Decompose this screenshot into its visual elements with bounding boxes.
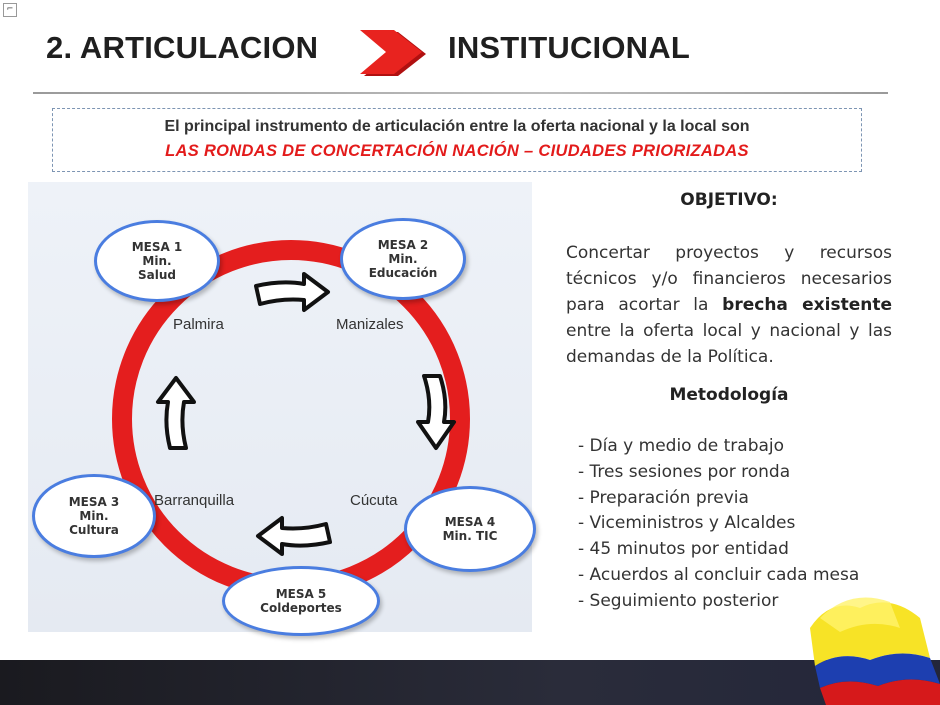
curved-arrow-icon: [252, 270, 332, 314]
rondas-cycle-diagram: [28, 182, 532, 632]
city-label-manizales: Manizales: [336, 316, 404, 333]
mesa-label: Salud: [138, 268, 176, 282]
mesa-label: Educación: [368, 266, 438, 280]
mesa-1-salud: [94, 220, 220, 302]
mesa-label: Min.: [79, 509, 109, 523]
objetivo-text: entre la oferta local y nacional y las demandas de la Política.: [566, 321, 892, 367]
city-label-barranquilla: Barranquilla: [154, 492, 235, 509]
page-title-right: INSTITUCIONAL: [448, 30, 690, 65]
intro-text: El principal instrumento de articulación entre la oferta nacional y la local son: [164, 118, 750, 135]
city-label-cucuta: Cúcuta: [350, 492, 398, 509]
colombia-flag-brushstroke: [780, 588, 940, 705]
mesa-label: Min.: [142, 254, 172, 268]
list-item: - Viceministros y Alcaldes: [578, 513, 796, 534]
page-title-left: 2. ARTICULACION: [46, 30, 319, 65]
mesa-3-cultura: [32, 474, 156, 558]
corner-marker-icon: ⌐: [3, 3, 17, 17]
mesa-label: Cultura: [69, 523, 119, 537]
mesa-2-educacion: [340, 218, 466, 300]
list-item: - 45 minutos por entidad: [578, 539, 789, 560]
mesa-4-tic: [404, 486, 536, 572]
list-item: - Acuerdos al concluir cada mesa: [578, 564, 860, 585]
mesa-label: Min.: [388, 252, 418, 266]
chevron-right-icon: [360, 28, 430, 80]
intro-box: [52, 108, 862, 172]
title-divider: [33, 92, 888, 94]
objetivo-paragraph: [566, 240, 892, 370]
list-item: - Preparación previa: [578, 487, 749, 508]
objetivo-emphasis: brecha existente: [722, 295, 892, 315]
list-item: - Día y medio de trabajo: [578, 436, 785, 456]
mesa-label: MESA 3: [68, 495, 120, 509]
curved-arrow-icon: [412, 372, 458, 452]
city-label-palmira: Palmira: [173, 316, 224, 333]
mesa-label: Coldeportes: [260, 601, 342, 615]
curved-arrow-icon: [154, 374, 200, 452]
metodologia-heading: Metodología: [669, 385, 789, 405]
intro-highlight: LAS RONDAS DE CONCERTACIÓN NACIÓN – CIUDADES PRIORIZADAS: [165, 142, 749, 160]
mesa-label: MESA 1: [131, 240, 183, 254]
mesa-label: MESA 4: [444, 515, 496, 529]
list-item: - Tres sesiones por ronda: [578, 461, 791, 482]
list-item: - Seguimiento posterior: [578, 590, 779, 611]
curved-arrow-icon: [254, 512, 334, 558]
mesa-label: MESA 5: [275, 587, 327, 601]
objetivo-heading: OBJETIVO:: [680, 190, 778, 210]
mesa-label: Min. TIC: [442, 529, 498, 543]
mesa-label: MESA 2: [377, 238, 429, 252]
mesa-5-coldeportes: [222, 566, 380, 636]
objetivo-text: Concertar proyectos y recursos técnicos y/o financieros necesarios para acortar la: [566, 243, 892, 315]
